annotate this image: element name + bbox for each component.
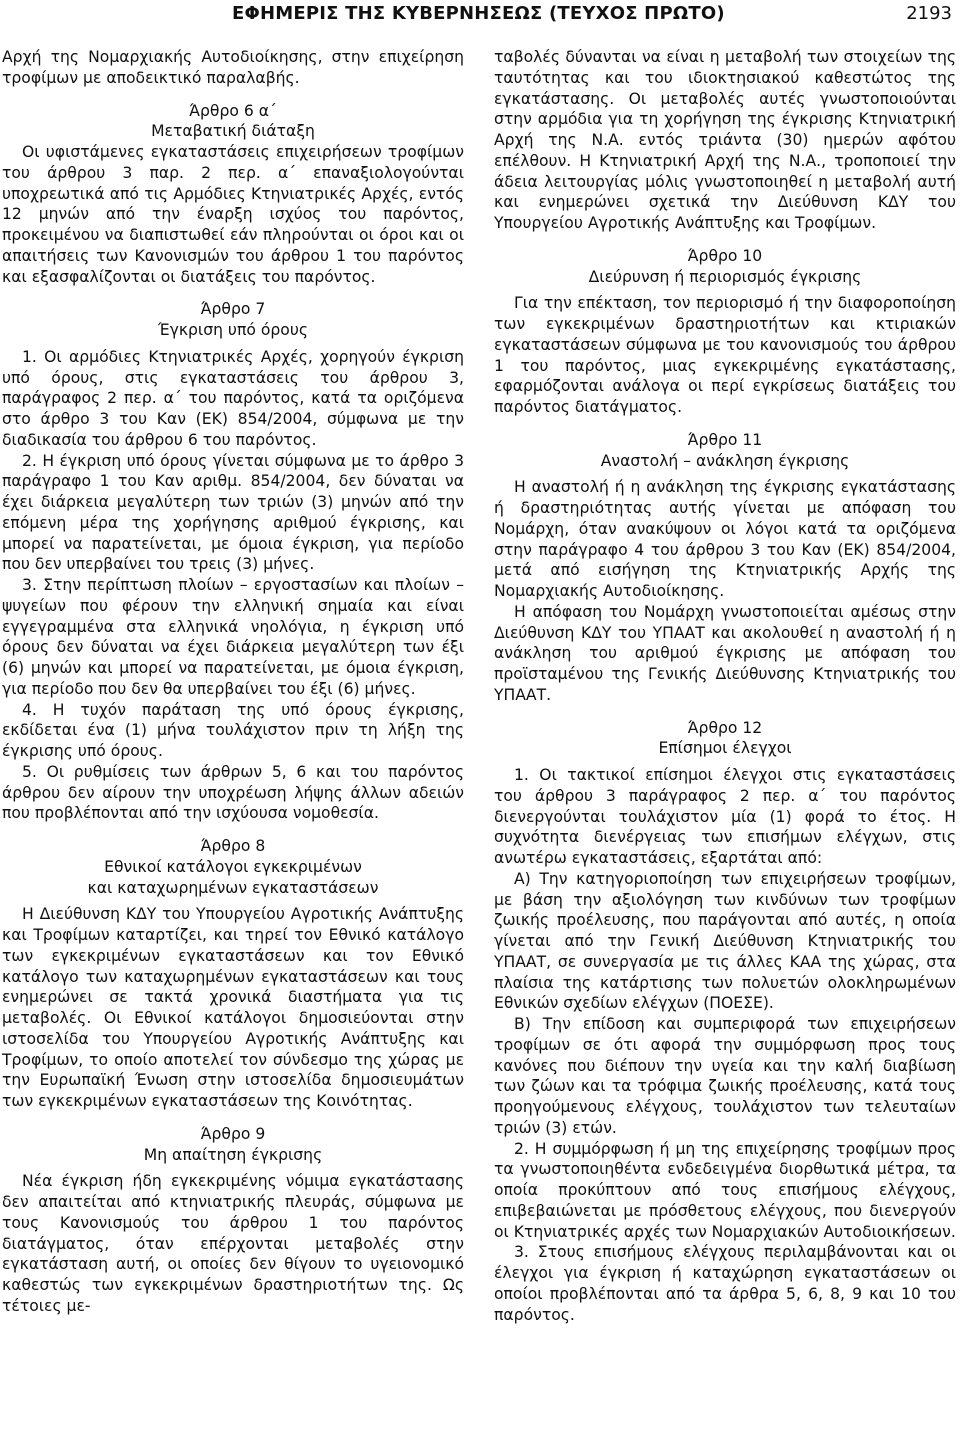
article-8-title-line1: Εθνικοί κατάλογοι εγκεκριμένων: [104, 857, 362, 876]
paragraph: Η αναστολή ή η ανάκληση της έγκρισης εγκατάστασης ή δραστηριότητας αυτής γίνεται με απόφαση του Νομάρχη, όταν ανακύψουν οι λόγοι κατά τα οριζόμενα στην παράγραφο 4 του άρθρου 3 του Καν (ΕΚ) 854/2004, μετά από εισήγηση της Κτηνιατρικής Αρχής της Νομαρχιακής Αυτοδιοίκησης.: [494, 478, 956, 600]
article-8-title-line2: και καταχωρημένων εγκαταστάσεων: [87, 878, 379, 897]
paragraph: Η Διεύθυνση ΚΔΥ του Υπουργείου Αγροτικής Ανάπτυξης και Τροφίμων καταρτίζει, και τηρεί τον Εθνικό κατάλογο των εγκεκριμένων εγκαταστάσεων και τον Εθνικό κατάλογο των καταχωρημένων εγκαταστάσεων και τους ενημερώνει σε τακτά χρονικά διαστήματα για τις μεταβολές. Οι Εθνικοί κατάλογοι δημοσιεύονται στην ιστοσελίδα του Υπουργείου Αγροτικής Ανάπτυξης και Τροφίμων, το οποίο αποτελεί τον σύνδεσμο της χώρας με την Ευρωπαϊκή Ένωση στην ιστοσελίδα δημοσιευμάτων των εγκεκριμένων εγκαταστάσεων της Κοινότητας.: [2, 905, 464, 1110]
article-9-title: Μη απαίτηση έγκρισης: [143, 1145, 323, 1164]
article-11-heading: Άρθρο 11: [687, 430, 763, 449]
left-column: [2, 47, 464, 1317]
paragraph: 2. Η έγκριση υπό όρους γίνεται σύμφωνα με το άρθρο 3 παράγραφο 1 του Καν αριθμ. 854/2004, δεν δύναται να έχει διάρκεια μεγαλύτερη των τριών (3) μηνών από την επόμενη μέρα της χορήγησης αριθμού έγκρισης, και μπορεί να παρατείνεται, με όμοια έγκριση, για περίοδο που δεν υπερβαίνει του τρεις (3) μήνες.: [2, 451, 464, 574]
article-9-heading: Άρθρο 9: [200, 1124, 266, 1143]
article-7-heading: Άρθρο 7: [200, 300, 266, 319]
paragraph: 5. Οι ρυθμίσεις των άρθρων 5, 6 και του παρόντος άρθρου δεν αίρουν την υποχρέωση λήψης άλλων αδειών που προβλέπονται από την ισχύουσα νομοθεσία.: [2, 762, 464, 823]
article-12-title: Επίσημοι έλεγχοι: [658, 739, 792, 758]
page-number: 2193: [906, 3, 952, 24]
article-8-heading: Άρθρο 8: [200, 837, 266, 855]
paragraph: 1. Οι τακτικοί επίσημοι έλεγχοι στις εγκαταστάσεις του άρθρου 3 παράγραφος 2 περ. α΄ του παρόντος διενεργούνται τουλάχιστον μία (1) φορά το έτος. Η συχνότητα διενέργειας των επισήμων ελέγχων, στις ανωτέρω εγκαταστάσεις, εξαρτάται από:: [494, 766, 956, 867]
paragraph: Β) Την επίδοση και συμπεριφορά των επιχειρήσεων τροφίμων σε ότι αφορά την συμμόρφωση προς τους κανόνες που διέπουν την υγεία και την καλή διαβίωση των ζώων και τα τρόφιμα ζωικής προέλευσης, κατά τους προηγούμενους ελέγχους, τουλάχιστον των τελευταίων τριών (3) ετών.: [494, 1015, 956, 1137]
paragraph: Νέα έγκριση ήδη εγκεκριμένης νόμιμα εγκατάστασης δεν απαιτείται από κτηνιατρικής πλευράς, σύμφωνα με τους Κανονισμούς του άρθρου 1 του παρόντος διατάγματος, όταν επέρχονται μεταβολές στην εγκατάσταση αυτή, οι οποίες δεν θίγουν το υγειονομικό καθεστώς των εγκεκριμένων δραστηριοτήτων της. Ως τέτοιες με-: [2, 1172, 464, 1315]
paragraph: 3. Στην περίπτωση πλοίων – εργοστασίων και πλοίων – ψυγείων που φέρουν την ελληνική σημαία και είναι εγγεγραμμένα στα ελληνικά νηολόγια, η έγκριση υπό όρους δεν δύναται να έχει διάρκεια μεγαλύτερη των έξι (6) μηνών και μπορεί να παρατείνεται, με όμοια έγκριση, για περίοδο που δεν θα υπερβαίνει του έξι (6) μήνες.: [2, 576, 464, 698]
paragraph: Για την επέκταση, τον περιορισμό ή την διαφοροποίηση των εγκεκριμένων δραστηριοτήτων και κτιριακών εγκαταστάσεων σύμφωνα με του κανονισμούς του άρθρου 1 του παρόντος, μιας εγκεκριμένης εγκατάστασης, εφαρμόζονται ανάλογα οι περί εγκρίσεως διατάξεις του παρόντος διατάγματος.: [494, 294, 956, 416]
gazette-title: ΕΦΗΜΕΡΙΣ ΤΗΣ ΚΥΒΕΡΝΗΣΕΩΣ (ΤΕΥΧΟΣ ΠΡΩΤΟ): [232, 3, 725, 24]
article-6a-title: Μεταβατική διάταξη: [151, 122, 315, 141]
article-10-title: Διεύρυνση ή περιορισμός έγκρισης: [588, 267, 862, 286]
right-column: [494, 47, 956, 1325]
article-10-heading: Άρθρο 10: [687, 246, 763, 265]
paragraph: Α) Την κατηγοριοποίηση των επιχειρήσεων τροφίμων, με βάση την αξιολόγηση των κινδύνων των τροφίμων ζωικής προέλευσης, που παράγονται από αυτές, η οποία γίνεται από την Γενική Διεύθυνση Κτηνιατρικής του ΥΠΑΑΤ, σε συνεργασία με τις άλλες ΚΑΑ της χώρας, στα πλαίσια της κατάρτισης των πολυετών ολοκληρωμένων Εθνικών σχεδίων ελέγχων (ΠΟΕΣΕ).: [494, 869, 956, 1013]
article-6a-heading: Άρθρο 6 α΄: [189, 101, 277, 120]
page-header: [0, 0, 960, 28]
paragraph: 3. Στους επισήμους ελέγχους περιλαμβάνονται και οι έλεγχοι για έγκριση ή καταχώρηση εγκαταστάσεων οι οποίοι προβλέπονται από τα άρθρα 5, 6, 8, 9 και 10 του παρόντος.: [494, 1243, 956, 1324]
paragraph: Η απόφαση του Νομάρχη γνωστοποιείται αμέσως στην Διεύθυνση ΚΔΥ του ΥΠΑΑΤ και ακολουθεί η αναστολή ή η ανάκληση του αριθμού έγκρισης με απόφαση του προϊσταμένου της Γενικής Διεύθυνσης Κτηνιατρικής του ΥΠΑΑΤ.: [494, 602, 956, 704]
article-12-heading: Άρθρο 12: [687, 718, 763, 737]
paragraph: 2. Η συμμόρφωση ή μη της επιχείρησης τροφίμων προς τα γνωστοποιηθέντα ενδεδειγμένα διορθωτικά μέτρα, τα οποία προκύπτουν από τους επισήμους ελέγχους, επιβεβαιώνεται με πρόσθετους ελέγχους, που διενεργούν οι Κτηνιατρικές αρχές των Νομαρχιακών Αυτοδιοικήσεων.: [494, 1139, 956, 1241]
article-11-title: Αναστολή – ανάκληση έγκρισης: [600, 451, 850, 470]
paragraph: Αρχή της Νομαρχιακής Αυτοδιοίκησης, στην επιχείρηση τροφίμων με αποδεικτικό παραλαβής.: [2, 48, 464, 87]
paragraph: 4. Η τυχόν παράταση της υπό όρους έγκρισης, εκδίδεται ένα (1) μήνα τουλάχιστον πριν τη λήξη της έγκρισης υπό όρους.: [2, 700, 464, 760]
paragraph: ταβολές δύνανται να είναι η μεταβολή των στοιχείων της ταυτότητας και του ιδιοκτησιακού καθεστώτος της εγκατάστασης. Οι μεταβολές αυτές γνωστοποιούνται στην αρμόδια για τη χορήγηση της έγκρισης Κτηνιατρική Αρχή της Ν.Α. εντός τριάντα (30) ημερών αφότου επέλθουν. Η Κτηνιατρική Αρχή της Ν.Α., τροποποιεί την άδεια λειτουργίας μόλις γνωστοποιηθεί η μεταβολή αυτή και ενημερώνει σχετικά την Διεύθυνση ΚΔΥ του Υπουργείου Αγροτικής Ανάπτυξης και Τροφίμων.: [494, 48, 956, 232]
article-7-title: Έγκριση υπό όρους: [157, 321, 308, 339]
paragraph: Οι υφιστάμενες εγκαταστάσεις επιχειρήσεων τροφίμων του άρθρου 3 παρ. 2 περ. α΄ επαναξιολογούνται υποχρεωτικά από τις Αρμόδιες Κτηνιατρικές Αρχές, εντός 12 μηνών από την έναρξη ισχύος του παρόντος, προκειμένου να διαπιστωθεί εάν πληρούνται οι όροι και οι απαιτήσεις των Κανονισμών του άρθρου 1 του παρόντος και εξασφαλίζονται οι διατάξεις του παρόντος.: [2, 143, 464, 286]
paragraph: 1. Οι αρμόδιες Κτηνιατρικές Αρχές, χορηγούν έγκριση υπό όρους, στις εγκαταστάσεις του άρθρου 3, παράγραφος 2 περ. α΄ του παρόντος, κατά τα οριζόμενα στο άρθρο 3 του Καν (ΕΚ) 854/2004, σύμφωνα με την διαδικασία του άρθρου 6 του παρόντος.: [2, 347, 464, 449]
